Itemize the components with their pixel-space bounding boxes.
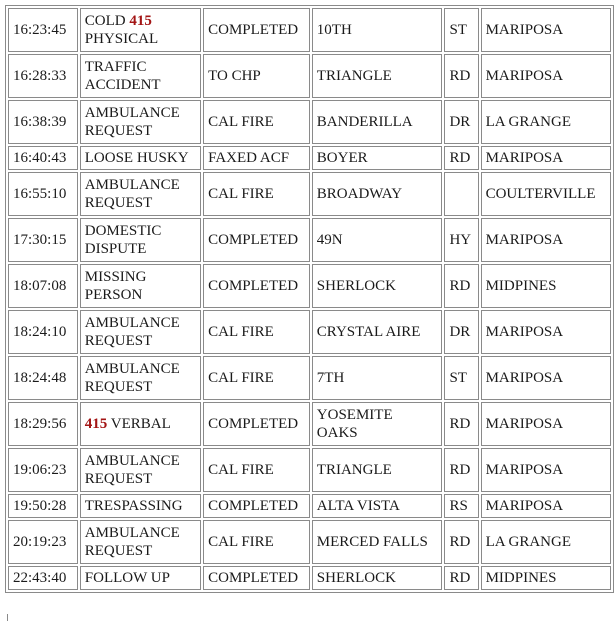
call-type-line bbox=[85, 569, 196, 587]
street-cell bbox=[312, 54, 443, 98]
table-row bbox=[8, 310, 611, 354]
call-type-line bbox=[85, 240, 196, 258]
table-row bbox=[8, 218, 611, 262]
call-type-line bbox=[85, 122, 196, 140]
street-suffix-text: DR bbox=[449, 324, 471, 340]
call-type-line bbox=[85, 378, 196, 396]
table-row bbox=[8, 402, 611, 446]
city-text: MARIPOSA bbox=[485, 324, 564, 340]
street-cell bbox=[312, 494, 443, 518]
time-text: 16:23:45 bbox=[13, 22, 67, 38]
disposition-text: CAL FIRE bbox=[208, 114, 274, 130]
street-suffix-text: RD bbox=[449, 462, 471, 478]
disposition-cell bbox=[203, 356, 310, 400]
time-cell bbox=[8, 218, 78, 262]
city-cell bbox=[481, 264, 611, 308]
call-type-line bbox=[85, 176, 196, 194]
call-type-line bbox=[85, 286, 196, 304]
street-suffix-cell bbox=[444, 8, 478, 52]
street-suffix-cell bbox=[444, 100, 478, 144]
city-text: MARIPOSA bbox=[485, 22, 564, 38]
street-suffix-cell bbox=[444, 448, 478, 492]
call-type-cell bbox=[80, 448, 201, 492]
time-text: 18:24:48 bbox=[13, 370, 67, 386]
city-text: MARIPOSA bbox=[485, 370, 564, 386]
street-text: YOSEMITE bbox=[316, 407, 393, 423]
street-text: SHERLOCK bbox=[316, 570, 396, 586]
table-row bbox=[8, 566, 611, 590]
time-cell bbox=[8, 54, 78, 98]
street-suffix-text: RD bbox=[449, 150, 471, 166]
table-row bbox=[8, 520, 611, 564]
call-type-text: MISSING bbox=[84, 269, 147, 285]
call-type-text: AMBULANCE bbox=[84, 361, 180, 377]
city-text: COULTERVILLE bbox=[485, 186, 596, 202]
time-text: 17:30:15 bbox=[13, 232, 67, 248]
call-type-line bbox=[85, 497, 196, 515]
street-text: TRIANGLE bbox=[316, 68, 392, 84]
disposition-cell bbox=[203, 218, 310, 262]
city-text: MARIPOSA bbox=[485, 232, 564, 248]
street-suffix-text: RS bbox=[449, 498, 468, 514]
call-type-line bbox=[85, 314, 196, 332]
call-type-line bbox=[85, 222, 196, 240]
time-cell bbox=[8, 520, 78, 564]
time-text: 16:38:39 bbox=[13, 114, 67, 130]
penal-code: 415 bbox=[129, 13, 152, 29]
call-type-text: COLD bbox=[84, 13, 130, 29]
city-text: LA GRANGE bbox=[485, 534, 571, 550]
street-suffix-text: RD bbox=[449, 416, 471, 432]
dispatch-log-table bbox=[5, 5, 614, 593]
disposition-text: FAXED ACF bbox=[208, 150, 290, 166]
street-cell bbox=[312, 310, 443, 354]
call-type-cell bbox=[80, 356, 201, 400]
street-text: BANDERILLA bbox=[316, 114, 413, 130]
call-type-text: LOOSE HUSKY bbox=[84, 150, 189, 166]
call-type-cell bbox=[80, 264, 201, 308]
time-cell bbox=[8, 566, 78, 590]
table-row bbox=[8, 54, 611, 98]
call-type-line bbox=[85, 268, 196, 286]
disposition-text: COMPLETED bbox=[208, 416, 299, 432]
street-suffix-text: ST bbox=[449, 370, 467, 386]
call-type-text: AMBULANCE bbox=[84, 453, 180, 469]
disposition-text: COMPLETED bbox=[208, 22, 299, 38]
disposition-text: COMPLETED bbox=[208, 278, 299, 294]
city-cell bbox=[481, 172, 611, 216]
street-suffix-cell bbox=[444, 218, 478, 262]
call-type-line bbox=[85, 194, 196, 212]
disposition-text: TO CHP bbox=[208, 68, 261, 84]
street-cell bbox=[312, 448, 443, 492]
call-type-text: REQUEST bbox=[84, 471, 153, 487]
street-cell bbox=[312, 264, 443, 308]
time-text: 18:07:08 bbox=[13, 278, 67, 294]
disposition-cell bbox=[203, 54, 310, 98]
disposition-cell bbox=[203, 146, 310, 170]
city-text: MARIPOSA bbox=[485, 150, 564, 166]
city-text: MARIPOSA bbox=[485, 498, 564, 514]
city-cell bbox=[481, 520, 611, 564]
call-type-cell bbox=[80, 54, 201, 98]
call-type-text: AMBULANCE bbox=[84, 177, 180, 193]
time-cell bbox=[8, 402, 78, 446]
call-type-line bbox=[85, 360, 196, 378]
street-cell bbox=[312, 8, 443, 52]
disposition-cell bbox=[203, 448, 310, 492]
street-suffix-text: DR bbox=[449, 114, 471, 130]
city-cell bbox=[481, 218, 611, 262]
city-text: MARIPOSA bbox=[485, 68, 564, 84]
call-type-line bbox=[85, 524, 196, 542]
street-cell bbox=[312, 356, 443, 400]
city-cell bbox=[481, 402, 611, 446]
city-cell bbox=[481, 310, 611, 354]
city-text: MIDPINES bbox=[485, 278, 557, 294]
street-text: TRIANGLE bbox=[316, 462, 392, 478]
call-type-text: REQUEST bbox=[84, 333, 153, 349]
street-suffix-text: RD bbox=[449, 278, 471, 294]
table-row bbox=[8, 264, 611, 308]
call-type-text: AMBULANCE bbox=[84, 315, 180, 331]
table-row bbox=[8, 448, 611, 492]
call-type-text: VERBAL bbox=[107, 416, 171, 432]
call-type-line bbox=[85, 452, 196, 470]
table-row bbox=[8, 100, 611, 144]
street-suffix-text: RD bbox=[449, 68, 471, 84]
street-text: 10TH bbox=[316, 22, 352, 38]
dispatch-log-body bbox=[8, 8, 611, 590]
call-type-line bbox=[85, 415, 196, 433]
city-cell bbox=[481, 8, 611, 52]
time-cell bbox=[8, 264, 78, 308]
city-cell bbox=[481, 356, 611, 400]
street-text: BROADWAY bbox=[316, 186, 403, 202]
street-cell bbox=[312, 146, 443, 170]
call-type-text: TRESPASSING bbox=[84, 498, 183, 514]
call-type-text: DOMESTIC bbox=[84, 223, 162, 239]
disposition-cell bbox=[203, 520, 310, 564]
disposition-cell bbox=[203, 172, 310, 216]
call-type-text: TRAFFIC bbox=[84, 59, 147, 75]
call-type-text: DISPUTE bbox=[84, 241, 147, 257]
street-text: CRYSTAL AIRE bbox=[316, 324, 421, 340]
call-type-text: PHYSICAL bbox=[84, 31, 159, 47]
time-text: 18:24:10 bbox=[13, 324, 67, 340]
disposition-text: CAL FIRE bbox=[208, 534, 274, 550]
street-text: SHERLOCK bbox=[316, 278, 396, 294]
street-text: ALTA VISTA bbox=[316, 498, 400, 514]
time-cell bbox=[8, 100, 78, 144]
call-type-cell bbox=[80, 8, 201, 52]
street-cell bbox=[312, 402, 443, 446]
street-suffix-cell bbox=[444, 494, 478, 518]
street-suffix-cell bbox=[444, 520, 478, 564]
street-text: MERCED FALLS bbox=[316, 534, 428, 550]
call-type-text: REQUEST bbox=[84, 379, 153, 395]
time-text: 16:28:33 bbox=[13, 68, 67, 84]
call-type-line bbox=[85, 149, 196, 167]
time-cell bbox=[8, 494, 78, 518]
time-cell bbox=[8, 448, 78, 492]
street-suffix-text: RD bbox=[449, 570, 471, 586]
call-type-line bbox=[85, 470, 196, 488]
city-text: MARIPOSA bbox=[485, 462, 564, 478]
disposition-cell bbox=[203, 494, 310, 518]
street-suffix-cell bbox=[444, 566, 478, 590]
call-type-cell bbox=[80, 100, 201, 144]
call-type-cell bbox=[80, 494, 201, 518]
time-text: 16:55:10 bbox=[13, 186, 67, 202]
street-text: OAKS bbox=[316, 425, 358, 441]
call-type-text: ACCIDENT bbox=[84, 77, 161, 93]
disposition-text: COMPLETED bbox=[208, 498, 299, 514]
street-cell bbox=[312, 172, 443, 216]
time-cell bbox=[8, 172, 78, 216]
time-text: 19:50:28 bbox=[13, 498, 67, 514]
call-type-cell bbox=[80, 402, 201, 446]
street-suffix-cell bbox=[444, 172, 478, 216]
city-cell bbox=[481, 448, 611, 492]
disposition-text: COMPLETED bbox=[208, 570, 299, 586]
disposition-text: CAL FIRE bbox=[208, 324, 274, 340]
street-suffix-cell bbox=[444, 264, 478, 308]
call-type-text: FOLLOW UP bbox=[84, 570, 170, 586]
street-suffix-text: HY bbox=[449, 232, 472, 248]
street-cell bbox=[312, 566, 443, 590]
street-text: BOYER bbox=[316, 150, 368, 166]
call-type-cell bbox=[80, 566, 201, 590]
city-text: MIDPINES bbox=[485, 570, 557, 586]
call-type-line bbox=[85, 58, 196, 76]
call-type-text: PERSON bbox=[84, 287, 143, 303]
disposition-text: CAL FIRE bbox=[208, 186, 274, 202]
city-cell bbox=[481, 566, 611, 590]
call-type-text: AMBULANCE bbox=[84, 105, 180, 121]
call-type-text: REQUEST bbox=[84, 123, 153, 139]
disposition-cell bbox=[203, 310, 310, 354]
page-edge-marker bbox=[7, 614, 8, 621]
call-type-line bbox=[85, 332, 196, 350]
disposition-cell bbox=[203, 264, 310, 308]
disposition-text: CAL FIRE bbox=[208, 462, 274, 478]
call-type-text: REQUEST bbox=[84, 543, 153, 559]
time-text: 22:43:40 bbox=[13, 570, 67, 586]
time-cell bbox=[8, 146, 78, 170]
time-text: 18:29:56 bbox=[13, 416, 67, 432]
street-suffix-text: ST bbox=[449, 22, 467, 38]
city-cell bbox=[481, 54, 611, 98]
time-text: 16:40:43 bbox=[13, 150, 67, 166]
disposition-text: COMPLETED bbox=[208, 232, 299, 248]
disposition-cell bbox=[203, 402, 310, 446]
street-suffix-cell bbox=[444, 310, 478, 354]
call-type-cell bbox=[80, 146, 201, 170]
call-type-line bbox=[85, 76, 196, 94]
call-type-line bbox=[85, 30, 196, 48]
street-cell bbox=[312, 100, 443, 144]
call-type-cell bbox=[80, 310, 201, 354]
street-suffix-cell bbox=[444, 402, 478, 446]
penal-code: 415 bbox=[84, 416, 108, 432]
street-suffix-text: RD bbox=[449, 534, 471, 550]
city-cell bbox=[481, 100, 611, 144]
time-text: 20:19:23 bbox=[13, 534, 67, 550]
disposition-cell bbox=[203, 566, 310, 590]
call-type-line bbox=[85, 12, 196, 30]
call-type-cell bbox=[80, 172, 201, 216]
time-cell bbox=[8, 8, 78, 52]
street-cell bbox=[312, 218, 443, 262]
call-type-line bbox=[85, 104, 196, 122]
call-type-line bbox=[85, 542, 196, 560]
disposition-cell bbox=[203, 8, 310, 52]
disposition-text: CAL FIRE bbox=[208, 370, 274, 386]
street-suffix-cell bbox=[444, 146, 478, 170]
street-cell bbox=[312, 520, 443, 564]
call-type-text: AMBULANCE bbox=[84, 525, 180, 541]
street-suffix-cell bbox=[444, 54, 478, 98]
city-text: MARIPOSA bbox=[485, 416, 564, 432]
disposition-cell bbox=[203, 100, 310, 144]
city-cell bbox=[481, 146, 611, 170]
time-cell bbox=[8, 356, 78, 400]
table-row bbox=[8, 8, 611, 52]
street-suffix-cell bbox=[444, 356, 478, 400]
street-text: 7TH bbox=[316, 370, 345, 386]
table-row bbox=[8, 172, 611, 216]
call-type-cell bbox=[80, 218, 201, 262]
call-type-cell bbox=[80, 520, 201, 564]
call-type-text: REQUEST bbox=[84, 195, 153, 211]
time-cell bbox=[8, 310, 78, 354]
city-cell bbox=[481, 494, 611, 518]
table-row bbox=[8, 494, 611, 518]
table-row bbox=[8, 146, 611, 170]
street-text: 49N bbox=[316, 232, 343, 248]
table-row bbox=[8, 356, 611, 400]
time-text: 19:06:23 bbox=[13, 462, 67, 478]
city-text: LA GRANGE bbox=[485, 114, 571, 130]
